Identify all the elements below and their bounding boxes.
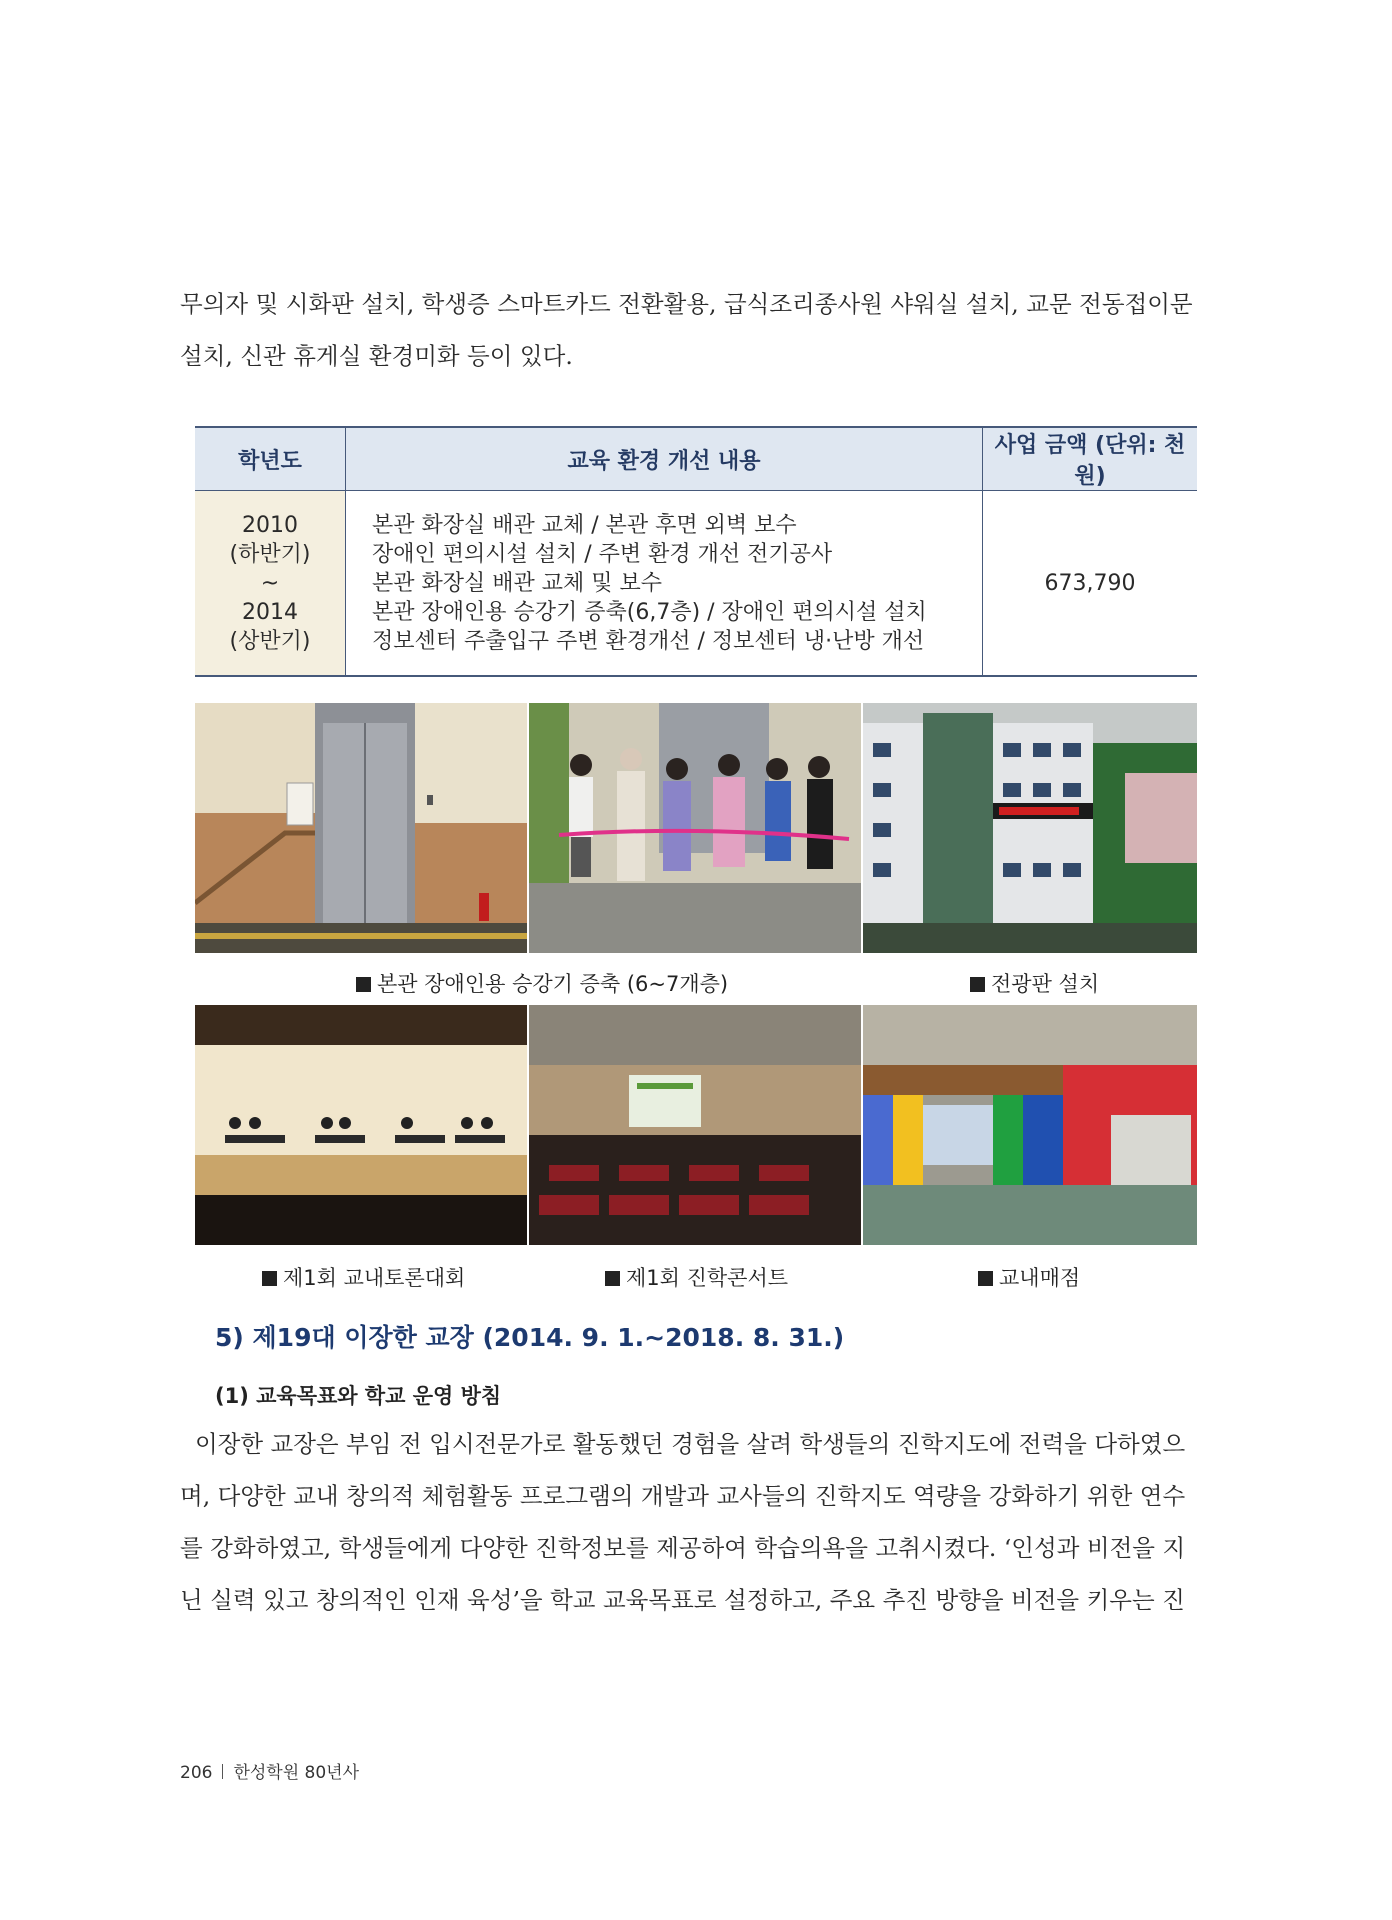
caption-elevator <box>356 968 728 998</box>
caption-text: 제1회 진학콘서트 <box>626 1266 789 1290</box>
header-year: 학년도 <box>195 427 346 491</box>
photo-elevator <box>195 703 527 953</box>
amount-cell: 673,790 <box>983 491 1198 677</box>
section-title: 5) 제19대 이장한 교장 (2014. 9. 1.~2018. 8. 31.) <box>215 1323 845 1352</box>
content-line: 본관 화장실 배관 교체 / 본관 후면 외벽 보수 <box>372 512 797 538</box>
body-line: 를 강화하였고, 학생들에게 다양한 진학정보를 제공하여 학습의욕을 고취시켰다. ‘인성과 비전을 지 <box>180 1534 1186 1562</box>
book-title: 한성학원 80년사 <box>233 1763 360 1783</box>
photo-store <box>863 1005 1197 1245</box>
caption-text: 본관 장애인용 승강기 증축 (6~7개층) <box>377 972 729 996</box>
bullet-square <box>978 1271 993 1286</box>
intro-line: 설치, 신관 휴게실 환경미화 등이 있다. <box>180 342 573 370</box>
caption-text: 제1회 교내토론대회 <box>283 1266 466 1290</box>
body-line: 며, 다양한 교내 창의적 체험활동 프로그램의 개발과 교사들의 진학지도 역량을 강화하기 위한 연수 <box>180 1482 1186 1510</box>
intro-line: 무의자 및 시화판 설치, 학생증 스마트카드 전환활용, 급식조리종사원 샤워실 설치, 교문 전동접이문 <box>180 290 1193 318</box>
content-line: 본관 장애인용 승강기 증축(6,7층) / 장애인 편의시설 설치 <box>372 599 927 625</box>
photo-ribbon-cutting <box>529 703 861 953</box>
header-amount: 사업 금액 (단위: 천원) <box>983 427 1198 491</box>
bullet-square <box>356 977 371 992</box>
intro-paragraph <box>180 278 1208 382</box>
caption-text: 교내매점 <box>999 1266 1081 1290</box>
caption-store <box>978 1262 1080 1292</box>
year-line: (하반기) <box>229 541 311 567</box>
caption-signboard <box>970 968 1099 998</box>
body-line: 닌 실력 있고 창의적인 인재 육성’을 학교 교육목표로 설정하고, 주요 추진 방향을 비전을 키우는 진 <box>180 1586 1185 1614</box>
caption-debate <box>262 1262 465 1292</box>
bullet-square <box>970 977 985 992</box>
page-footer <box>180 1758 359 1783</box>
improvement-table <box>195 426 1197 677</box>
caption-text: 전광판 설치 <box>991 972 1100 996</box>
content-line: 장애인 편의시설 설치 / 주변 환경 개선 전기공사 <box>372 541 833 567</box>
photo-building <box>863 703 1197 953</box>
photo-concert <box>529 1005 861 1245</box>
page-number: 206 <box>180 1763 213 1783</box>
bullet-square <box>262 1271 277 1286</box>
content-line: 정보센터 주출입구 주변 환경개선 / 정보센터 냉·난방 개선 <box>372 628 925 654</box>
body-line: 이장한 교장은 부임 전 입시전문가로 활동했던 경험을 살려 학생들의 진학지도에 전력을 다하였으 <box>180 1430 1186 1458</box>
body-paragraph <box>180 1418 1208 1626</box>
photo-debate <box>195 1005 527 1245</box>
header-content: 교육 환경 개선 내용 <box>346 427 983 491</box>
table-row <box>195 491 1197 677</box>
year-line: ~ <box>260 570 280 596</box>
year-line: 2014 <box>242 599 298 625</box>
year-line: (상반기) <box>229 628 311 654</box>
bullet-square <box>605 1271 620 1286</box>
year-line: 2010 <box>242 512 298 538</box>
table-header-row <box>195 427 1197 491</box>
footer-separator <box>222 1764 223 1779</box>
subsection-title: (1) 교육목표와 학교 운영 방침 <box>215 1384 502 1408</box>
content-line: 본관 화장실 배관 교체 및 보수 <box>372 570 662 596</box>
year-cell <box>195 491 346 677</box>
content-cell <box>346 491 983 677</box>
caption-concert <box>605 1262 788 1292</box>
